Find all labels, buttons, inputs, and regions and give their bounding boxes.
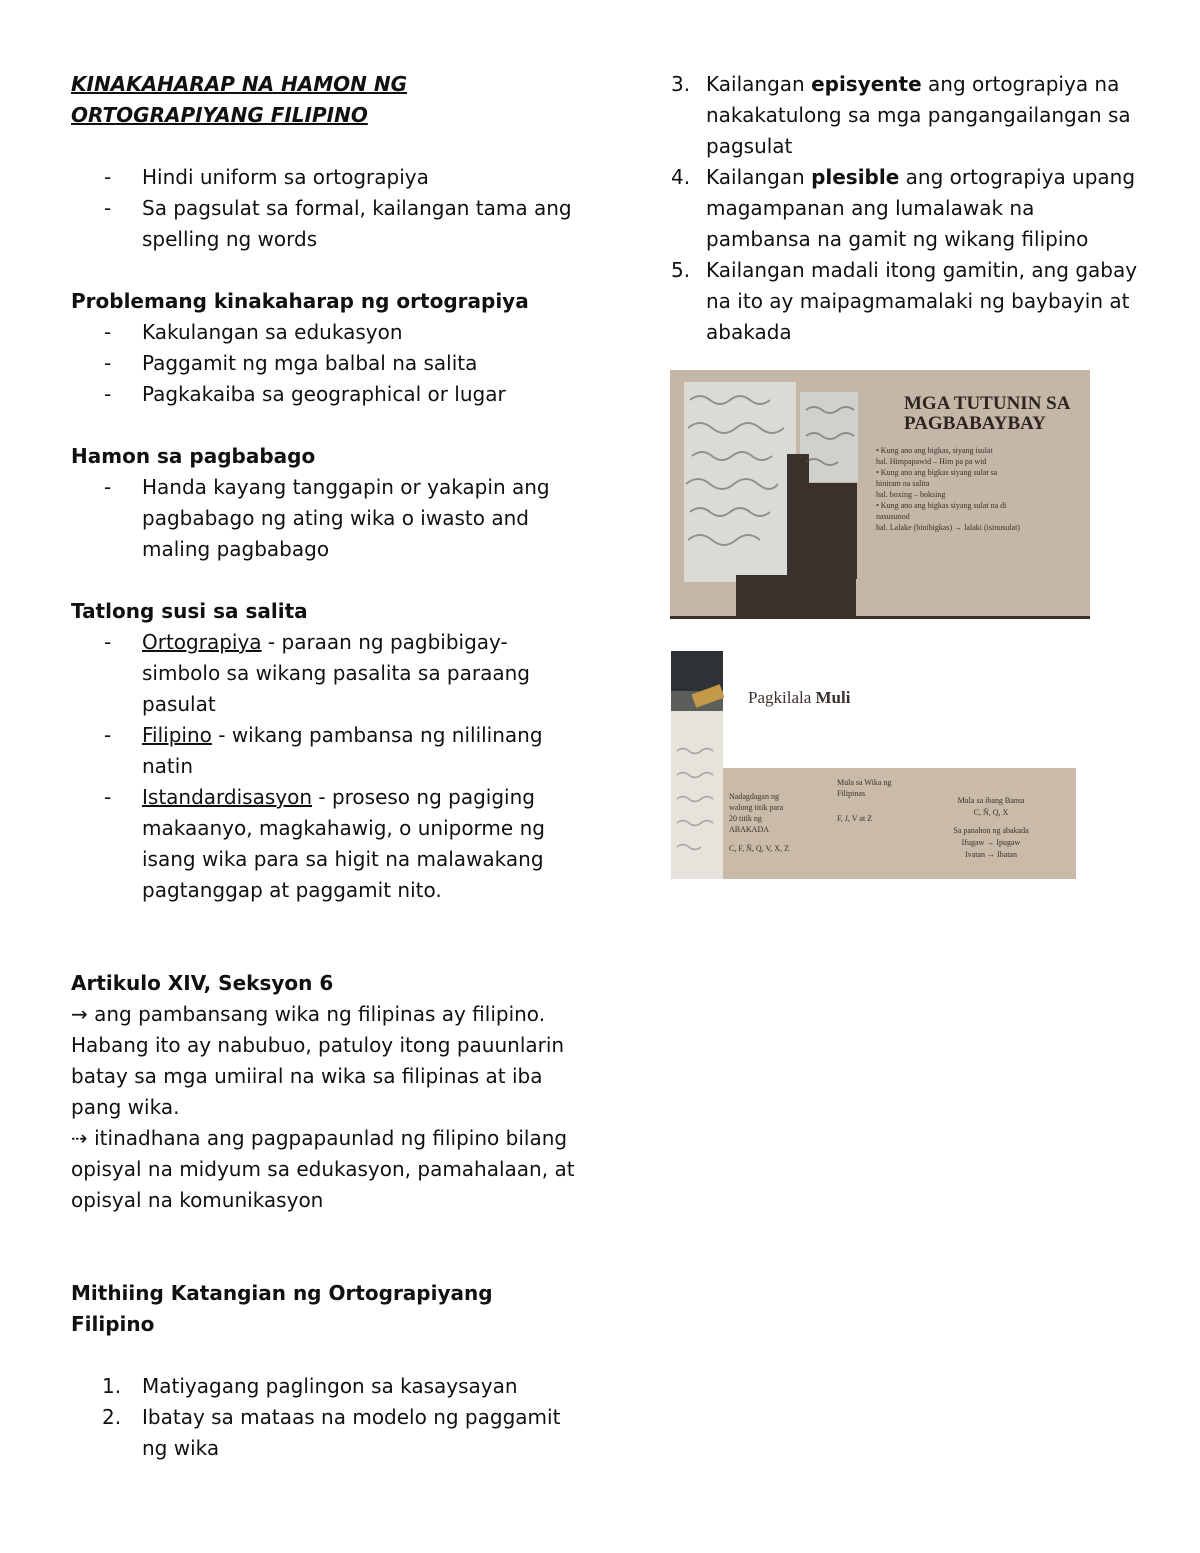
list-text: Kailangan madali itong gamitin, ang gabay na ito ay maipagmamalaki ng baybayin at abakada — [706, 258, 1138, 344]
term-definition: - paraan ng pagbibigay-simbolo sa wikang pasalita sa paraang pasulat — [142, 630, 530, 716]
section-heading-hamon: Hamon sa pagbabago — [71, 444, 316, 468]
slide-line: nasusunod — [876, 512, 910, 521]
document-title-line2: ORTOGRAPIYANG FILIPINO — [71, 103, 368, 127]
term-ortograpiya: Ortograpiya — [142, 630, 262, 654]
list-item — [71, 627, 581, 720]
hamon-list — [71, 472, 581, 565]
list-text: ang ortograpiya na nakakatulong sa mga pangangailangan sa pagsulat — [706, 72, 1131, 158]
slide-body — [876, 445, 1086, 533]
slide-line: Filipinas — [837, 789, 866, 798]
section-heading-susi: Tatlong susi sa salita — [71, 599, 308, 623]
list-text: Matiyagang paglingon sa kasaysayan — [142, 1374, 518, 1398]
term-definition: - proseso ng pagiging makaanyo, magkahawig, o uniporme ng isang wika para sa higit na malawakang pagtanggap at paggamit nito. — [142, 785, 545, 902]
list-item — [671, 69, 1141, 162]
list-item — [671, 162, 1141, 255]
term-filipino: Filipino — [142, 723, 212, 747]
slide-line: Mula sa ibang Bansa — [957, 796, 1025, 805]
slide-title — [748, 688, 850, 708]
slide-line: 20 titik ng — [729, 814, 762, 823]
slide-line: • Kung ano ang bigkas siyang sulat na di — [876, 501, 1007, 510]
mithiing-list — [71, 1371, 581, 1464]
section-heading-artikulo: Artikulo XIV, Seksyon 6 — [71, 971, 334, 995]
susi-list — [71, 627, 581, 906]
list-text: Kailangan — [706, 165, 812, 189]
slide-line: C, F, Ñ, Q, V, X, Z — [729, 844, 789, 853]
list-number: 2. — [102, 1405, 122, 1429]
list-item — [671, 255, 1141, 348]
problems-list — [71, 317, 581, 410]
slide-title-bold: Muli — [815, 688, 851, 707]
list-emphasis: plesible — [811, 165, 900, 189]
slide-line: Ivatan → Ibatan — [965, 850, 1017, 859]
slide-image-pagkilala — [671, 651, 1076, 879]
section-heading-problems: Problemang kinakaharap ng ortograpiya — [71, 289, 529, 313]
slide-col-1 — [729, 791, 819, 854]
list-item — [71, 1371, 581, 1402]
list-item: - Sa pagsulat sa formal, kailangan tama ang spelling ng words — [71, 193, 581, 255]
slide-line: hal. boxing – boksing — [876, 490, 946, 499]
slide-image-tutunin — [670, 370, 1090, 619]
slide-line: Ifugaw → Ipugaw — [961, 838, 1021, 847]
list-item — [71, 1402, 581, 1464]
document-title-line1: KINAKAHARAP NA HAMON NG — [71, 72, 408, 96]
slide-line: Mula sa Wika ng — [837, 778, 892, 787]
term-definition: - wikang pambansa ng nililinang natin — [142, 723, 543, 778]
slide-line: ABAKADA — [729, 825, 769, 834]
slide-line: Nadagdagan ng — [729, 792, 779, 801]
list-number: 3. — [671, 72, 691, 96]
intro-list — [71, 162, 581, 255]
list-item: - Kakulangan sa edukasyon — [71, 317, 581, 348]
mithiing-list-continued — [671, 69, 1141, 348]
list-item: - Pagkakaiba sa geographical or lugar — [71, 379, 581, 410]
slide-title-text: Pagkilala — [748, 688, 816, 707]
term-istandardisasyon: Istandardisasyon — [142, 785, 313, 809]
slide-line: F, J, V at Z — [837, 814, 873, 823]
slide-line: hal. Lalake (binibigkas) → lalaki (isinusulat) — [876, 523, 1020, 532]
list-emphasis: episyente — [811, 72, 922, 96]
left-column — [71, 69, 581, 1464]
slide-line: • Kung ano ang bigkas, siyang isulat — [876, 446, 993, 455]
list-number: 5. — [671, 258, 691, 282]
list-item — [71, 720, 581, 782]
artikulo-paragraph-1: → ang pambansang wika ng filipinas ay filipino. Habang ito ay nabubuo, patuloy itong pauunlarin batay sa mga umiiral na wika sa filipinas at iba pang wika. — [71, 1002, 565, 1119]
list-number: 4. — [671, 165, 691, 189]
slide-title: MGA TUTUNIN SA PAGBABAYBAY — [904, 393, 1070, 434]
list-item: - Handa kayang tanggapin or yakapin ang pagbabago ng ating wika o iwasto and maling pagbabago — [71, 472, 581, 565]
list-number: 1. — [102, 1374, 122, 1398]
section-heading-mithiing: Mithiing Katangian ng Ortograpiyang Filipino — [71, 1281, 493, 1336]
slide-line: hiniram na salita — [876, 479, 930, 488]
list-text: ang ortograpiya upang magampanan ang lumalawak na pambansa na gamit ng wikang filipino — [706, 165, 1136, 251]
list-item: - Hindi uniform sa ortograpiya — [71, 162, 581, 193]
slide-line: • Kung ano ang bigkas siyang sulat sa — [876, 468, 998, 477]
slide-line: walong titik para — [729, 803, 784, 812]
right-column — [671, 69, 1141, 348]
list-text: Kailangan — [706, 72, 812, 96]
slide-line: hal. Himpapawid – Him pa pa wid — [876, 457, 987, 466]
slide-line: C, Ñ, Q, X — [973, 808, 1009, 817]
list-item — [71, 782, 581, 906]
slide-col-3 — [911, 795, 1071, 861]
list-text: Ibatay sa mataas na modelo ng paggamit ng wika — [142, 1405, 561, 1460]
slide-line: Sa panahon ng abakada — [953, 826, 1029, 835]
artikulo-paragraph-2: ⇢ itinadhana ang pagpapaunlad ng filipino bilang opisyal na midyum sa edukasyon, pamahalaan, at opisyal na komunikasyon — [71, 1126, 575, 1212]
list-item: - Paggamit ng mga balbal na salita — [71, 348, 581, 379]
